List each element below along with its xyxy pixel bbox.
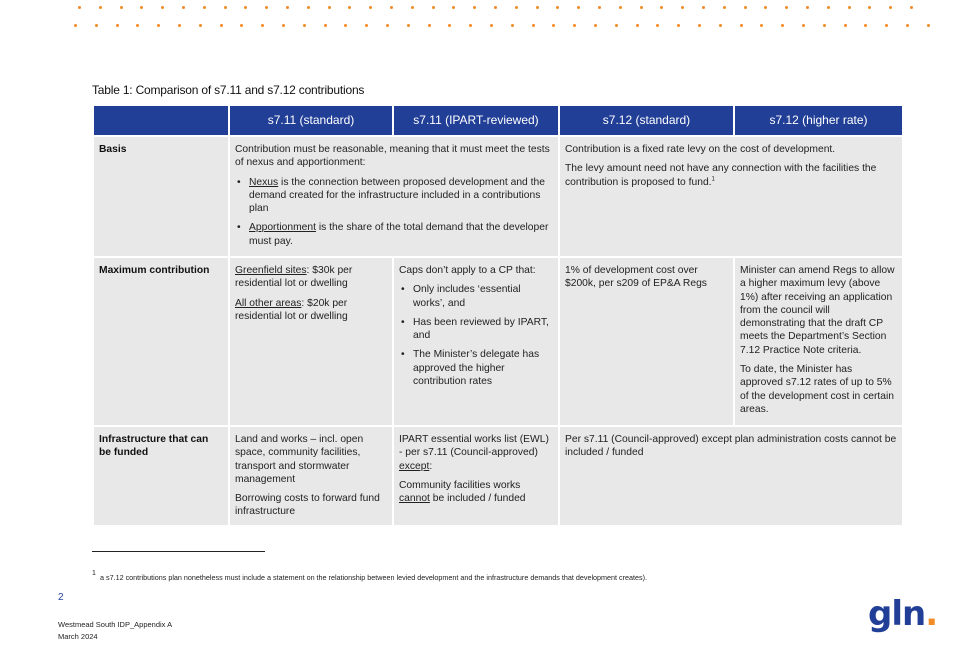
decorative-dot [452,6,455,9]
decorative-dot [910,6,913,9]
decorative-dot [844,24,847,27]
decorative-dot [307,6,310,9]
caps-intro: Caps don’t apply to a CP that: [399,265,536,276]
basis-s711-list [235,176,553,248]
decorative-dot [74,24,77,27]
except-term: except [399,460,430,472]
decorative-dot [328,6,331,9]
page-number: 2 [58,592,64,603]
decorative-dot [723,6,726,9]
decorative-dot [515,6,518,9]
decorative-dot [161,6,164,9]
decorative-dot [473,6,476,9]
row-label-basis: Basis [94,137,228,256]
decorative-dot [698,24,701,27]
decorative-dot [848,6,851,9]
decorative-dot [806,6,809,9]
decorative-dot [781,24,784,27]
decorative-dot [556,6,559,9]
logo-text: gln [868,594,926,634]
decorative-dot [286,6,289,9]
decorative-dot [261,24,264,27]
decorative-dot [120,6,123,9]
decorative-dot [140,6,143,9]
decorative-dot [660,6,663,9]
decorative-dot [265,6,268,9]
decorative-dot [203,6,206,9]
header-s712-standard: s7.12 (standard) [560,106,733,135]
decorative-dot [802,24,805,27]
document-name: Westmead South IDP_Appendix A [58,620,173,629]
footnote-ref: 1 [711,176,715,183]
apportionment-text: is the share of the total demand that the developer must pay. [249,222,549,247]
decorative-dot [511,24,514,27]
decorative-dot [490,24,493,27]
decorative-dot [636,24,639,27]
table-row-infrastructure [94,427,902,525]
decorative-dot [619,6,622,9]
header-empty [94,106,228,135]
decorative-dot [182,6,185,9]
list-item: • Only includes ‘essential works’, and [399,283,553,310]
nexus-term: Nexus [249,176,279,188]
decorative-dot [827,6,830,9]
decorative-dot [532,24,535,27]
infra-s711-p1: Land and works – incl. open space, community facilities, transport and stormwater management [235,434,364,485]
table-title: Table 1: Comparison of s7.11 and s7.12 contributions [92,83,365,97]
list-item [235,176,553,216]
decorative-dot [864,24,867,27]
row-label-max-contribution: Maximum contribution [94,258,228,425]
cell-infra-s711-standard [230,427,392,525]
decorative-dot [220,24,223,27]
decorative-dot [573,24,576,27]
decorative-dot [906,24,909,27]
decorative-dot [868,6,871,9]
decorative-dot [428,24,431,27]
decorative-dot [469,24,472,27]
greenfield-value: : $30k per residential lot or dwelling [235,265,353,290]
list-item: • Has been reviewed by IPART, and [399,316,553,343]
decorative-dot [615,24,618,27]
footnote-marker: 1 [92,570,96,577]
decorative-dot [681,6,684,9]
decorative-dot [577,6,580,9]
decorative-dot [432,6,435,9]
decorative-dot [677,24,680,27]
cell-infra-s711-ipart [394,427,558,525]
header-s711-standard: s7.11 (standard) [230,106,392,135]
decorative-dot [136,24,139,27]
infra-ipart-p1-end: : [429,460,433,472]
decorative-dot [598,6,601,9]
decorative-dot [719,24,722,27]
decorative-dot [99,6,102,9]
apportionment-term: Apportionment [249,222,316,234]
decorative-dot-pattern [74,4,934,30]
decorative-dot [178,24,181,27]
basis-s712-p2-text: The levy amount need not have any connection with the facilities the contribution is proposed to fund. [565,163,877,188]
decorative-dot [303,24,306,27]
infra-ipart-p1-text: IPART essential works list (EWL) - per s7.11 (Council-approved) [399,434,549,459]
decorative-dot [199,24,202,27]
decorative-dot [344,24,347,27]
decorative-dot [889,6,892,9]
table-row-basis [94,137,902,256]
infra-ipart-p2-start: Community facilities works [399,479,521,491]
footnote-text: a s7.12 contributions plan nonetheless must include a statement on the relationship between levied development and the infrastructure demands that development creates). [100,573,647,582]
gln-logo [868,594,937,634]
s712-higher-p1: Minister can amend Regs to allow a higher maximum levy (above 1%) after receiving an application from the council will demonstrating that the draft CP meets the Department’s Section 7.12 Practice Note criteria. [740,265,895,356]
list-item [235,221,553,248]
decorative-dot [702,6,705,9]
decorative-dot [224,6,227,9]
logo-dot: . [925,594,938,634]
decorative-dot [885,24,888,27]
greenfield-text [235,264,387,291]
s712-higher-p2: To date, the Minister has approved s7.12 rates of up to 5% of the development cost in certain areas. [740,364,894,415]
cell-max-s712-standard [560,258,733,425]
other-areas-term: All other areas [235,297,302,309]
header-s712-higher: s7.12 (higher rate) [735,106,902,135]
decorative-dot [536,6,539,9]
table-row-max-contribution [94,258,902,425]
s712-standard-rate: 1% of development cost over $200k, per s209 of EP&A Regs [565,265,707,290]
cell-max-s712-higher [735,258,902,425]
basis-s712-p2 [565,162,897,189]
cell-basis-s712 [560,137,902,256]
footnote-divider [92,551,265,552]
decorative-dot [407,24,410,27]
infra-s711-p2: Borrowing costs to forward fund infrastructure [235,493,380,518]
basis-s711-intro: Contribution must be reasonable, meaning that it must meet the tests of nexus and apportionment: [235,144,550,169]
decorative-dot [552,24,555,27]
decorative-dot [740,24,743,27]
decorative-dot [324,24,327,27]
decorative-dot [594,24,597,27]
decorative-dot [282,24,285,27]
header-s711-ipart: s7.11 (IPART-reviewed) [394,106,558,135]
cell-max-s711-standard [230,258,392,425]
decorative-dot [157,24,160,27]
infra-ipart-p1 [399,433,553,473]
decorative-dot [744,6,747,9]
decorative-dot [927,24,930,27]
cell-max-s711-ipart [394,258,558,425]
decorative-dot [760,24,763,27]
table-header-row [94,106,902,135]
decorative-dot [95,24,98,27]
decorative-dot [369,6,372,9]
infra-ipart-p2-end: be included / funded [429,493,526,505]
list-item: • The Minister’s delegate has approved the higher contribution rates [399,348,553,388]
other-areas-text [235,297,387,324]
decorative-dot [823,24,826,27]
infra-ipart-p2 [399,479,553,506]
decorative-dot [640,6,643,9]
cell-basis-s711 [230,137,558,256]
decorative-dot [494,6,497,9]
document-date: March 2024 [58,632,98,641]
caps-list [399,283,553,388]
decorative-dot [764,6,767,9]
decorative-dot [448,24,451,27]
nexus-text: is the connection between proposed development and the demand created for the infrastructure included in a contributions plan [249,176,545,215]
decorative-dot [116,24,119,27]
decorative-dot [240,24,243,27]
decorative-dot [78,6,81,9]
decorative-dot [386,24,389,27]
decorative-dot [365,24,368,27]
basis-s712-p1: Contribution is a fixed rate levy on the cost of development. [565,144,836,155]
decorative-dot [785,6,788,9]
decorative-dot [656,24,659,27]
row-label-infrastructure: Infrastructure that can be funded [94,427,228,525]
other-areas-value: : $20k per residential lot or dwelling [235,297,348,322]
decorative-dot [348,6,351,9]
comparison-table [92,104,904,527]
greenfield-term: Greenfield sites [235,265,307,276]
decorative-dot [244,6,247,9]
cannot-term: cannot [399,493,430,505]
decorative-dot [390,6,393,9]
decorative-dot [411,6,414,9]
infra-s712-text: Per s7.11 (Council-approved) except plan administration costs cannot be included / funded [565,434,897,459]
cell-infra-s712 [560,427,902,525]
